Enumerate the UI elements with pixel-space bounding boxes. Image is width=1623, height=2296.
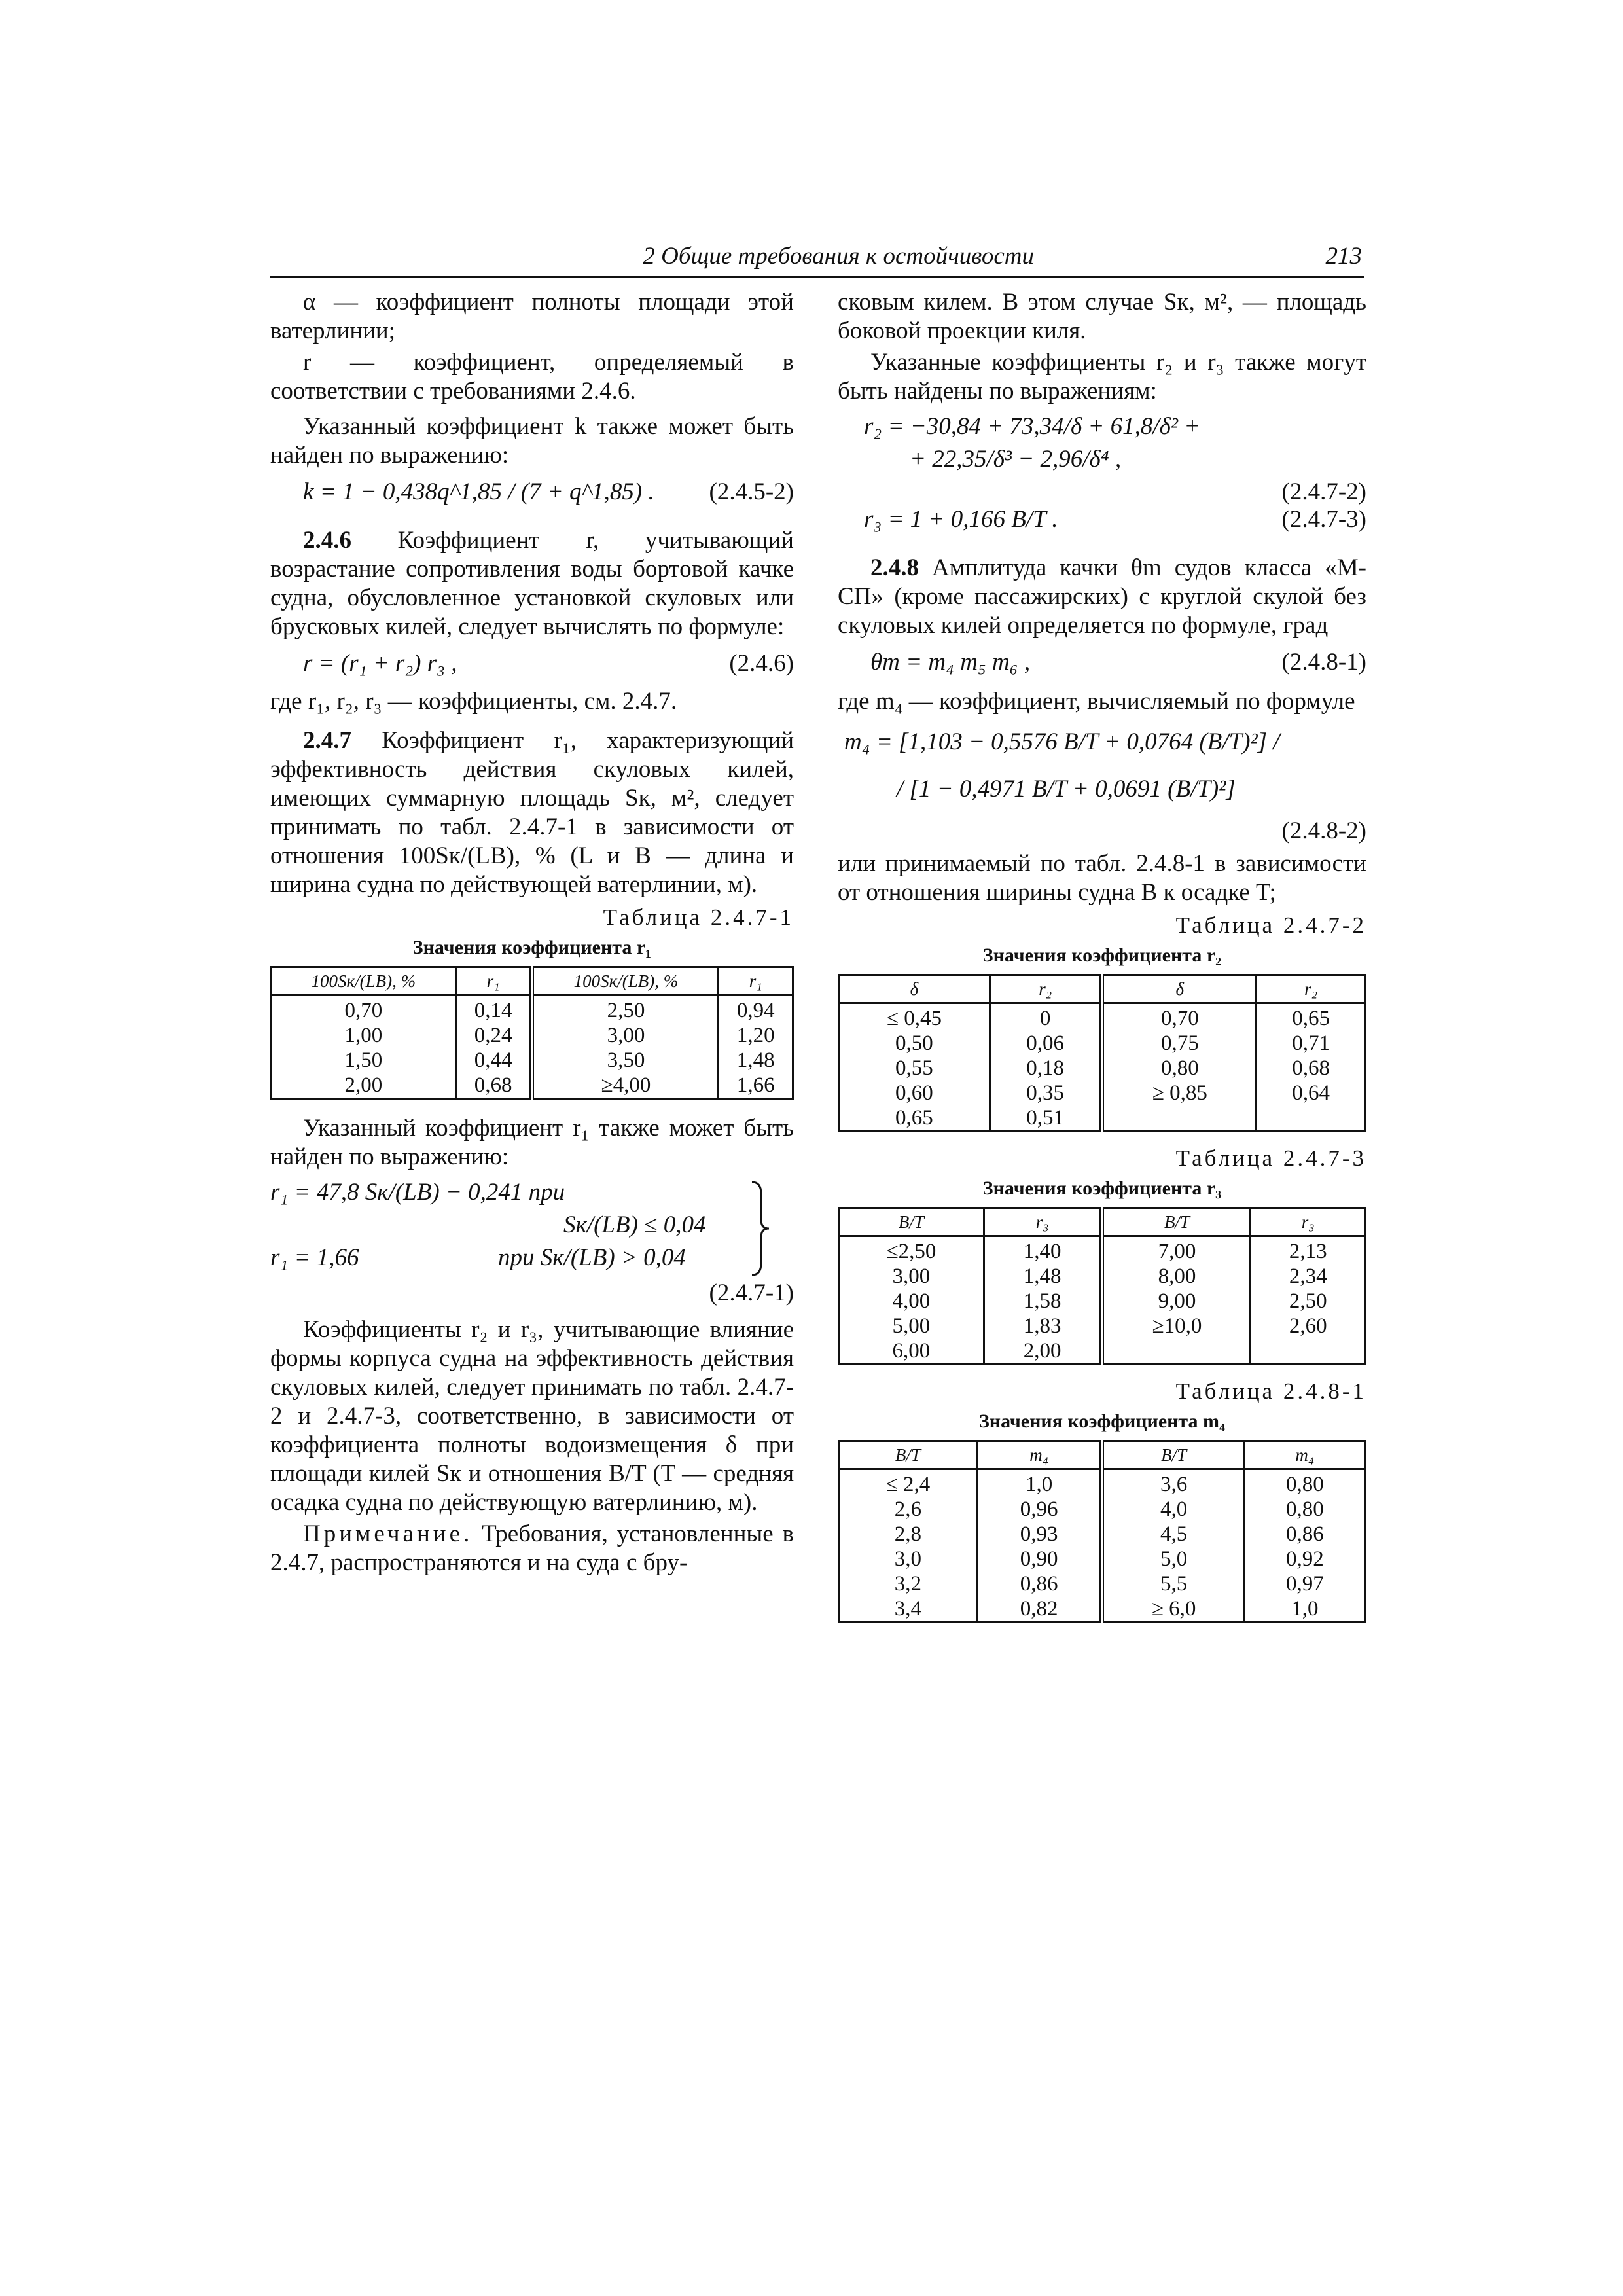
table-cell: 0,86 <box>1244 1522 1365 1547</box>
formula-line: m₄ = [1,103 − 0,5576 B/T + 0,0764 (B/T)²] / <box>844 728 1280 755</box>
table-cell: 1,66 <box>719 1073 793 1099</box>
paragraph-m4-intro: где m₄ — коэффициент, вычисляемый по формуле <box>838 688 1355 715</box>
table-cell: 9,00 <box>1102 1289 1251 1314</box>
table-cell: 0,86 <box>977 1571 1102 1596</box>
formula-number: (2.4.8-2) <box>1281 817 1366 844</box>
table-row <box>839 1547 1366 1571</box>
table-row <box>839 1031 1366 1056</box>
table-row <box>272 1023 793 1048</box>
section-2-4-8 <box>838 554 1366 640</box>
table-cell: 0,14 <box>455 996 532 1024</box>
table-cell: 5,5 <box>1102 1571 1244 1596</box>
section-number: 2.4.6 <box>303 527 351 554</box>
paragraph-keel-continuation: сковым килем. В этом случае Sк, м², — площадь боковой проекции киля. <box>838 289 1366 344</box>
table-caption: Таблица 2.4.7-1 <box>603 905 794 930</box>
table-cell: 4,0 <box>1102 1497 1244 1522</box>
table-cell: 1,48 <box>984 1264 1102 1289</box>
table-cell: 0,24 <box>455 1023 532 1048</box>
right-brace-icon <box>748 1179 774 1278</box>
column-header: r₃ <box>984 1208 1102 1236</box>
table-cell <box>1102 1105 1257 1132</box>
table-cell: 0 <box>990 1003 1102 1031</box>
paragraph-alpha: α — коэффициент полноты площади этой ватерлинии; <box>270 289 794 344</box>
column-header: B/T <box>839 1441 978 1469</box>
table-cell: 0,18 <box>990 1056 1102 1081</box>
table-cell: 0,64 <box>1257 1081 1366 1105</box>
formula-2-4-7-1 <box>270 1174 794 1316</box>
table-title: Значения коэффициента r₂ <box>982 944 1222 966</box>
paragraph-coefficients-ref: где r₁, r₂, r₃ — коэффициенты, см. 2.4.7. <box>270 688 677 715</box>
formula-expression: r₃ = 1 + 0,166 B/T . <box>864 506 1058 533</box>
right-column <box>838 288 1366 1623</box>
table-cell: ≤2,50 <box>839 1236 984 1265</box>
section-2-4-7 <box>270 726 794 899</box>
table-cell: 0,96 <box>977 1497 1102 1522</box>
paragraph-r1-intro: Указанный коэффициент r₁ также может быть найден по выражению: <box>270 1115 794 1170</box>
table-cell <box>1102 1338 1251 1365</box>
header-title: 2 Общие требования к остойчивости <box>643 243 1034 270</box>
table-cell: 0,80 <box>1244 1469 1365 1498</box>
formula-line: r₁ = 1,66 <box>270 1244 359 1271</box>
formula-2-4-5-2 <box>270 474 794 512</box>
table-2-4-7-2 <box>838 974 1366 1132</box>
table-cell: 6,00 <box>839 1338 984 1365</box>
table-cell: 0,44 <box>455 1048 532 1073</box>
running-header <box>270 238 1364 278</box>
table-cell: 1,20 <box>719 1023 793 1048</box>
formula-line: Sк/(LB) ≤ 0,04 <box>563 1211 706 1238</box>
table-cell: 2,34 <box>1251 1264 1366 1289</box>
table-row <box>839 1469 1366 1498</box>
paragraph-r: r — коэффициент, определяемый в соответствии с требованиями 2.4.6. <box>270 349 794 404</box>
table-cell: 5,0 <box>1102 1547 1244 1571</box>
table-row <box>839 1056 1366 1081</box>
table-cell: 0,06 <box>990 1031 1102 1056</box>
column-header: r₂ <box>990 975 1102 1003</box>
section-text: Коэффициент r₁, характеризующий эффективность действия скуловых килей, имеющих суммарную площадь Sк, м², следует принимать по табл. 2.4.7-1 в зависимости от отношения 100Sк/(LB), % (L и B — длина и ширина судна по действующей ватерлинии, м). <box>270 727 794 898</box>
note-paragraph <box>270 1520 794 1577</box>
table-cell: 3,4 <box>839 1596 978 1623</box>
column-header: r₁ <box>455 967 532 996</box>
formula-line: r₁ = 47,8 Sк/(LB) − 0,241 при <box>270 1179 565 1206</box>
table-cell: 0,94 <box>719 996 793 1024</box>
note-label: Примечание. <box>303 1520 473 1547</box>
table-cell: 0,65 <box>839 1105 990 1132</box>
table-cell <box>1257 1105 1366 1132</box>
formula-line: r₂ = −30,84 + 73,34/δ + 61,8/δ² + <box>864 413 1201 440</box>
table-cell: 1,83 <box>984 1314 1102 1338</box>
column-header: 100Sк/(LB), % <box>272 967 456 996</box>
table-cell: 7,00 <box>1102 1236 1251 1265</box>
table-row <box>839 1105 1366 1132</box>
paragraph-m4-table-ref: или принимаемый по табл. 2.4.8-1 в зависимости от отношения ширины судна B к осадке T; <box>838 850 1366 906</box>
table-cell: 4,5 <box>1102 1522 1244 1547</box>
page-number: 213 <box>1325 243 1362 270</box>
formula-expression: k = 1 − 0,438q^1,85 / (7 + q^1,85) . <box>303 478 654 505</box>
table-cell: 4,00 <box>839 1289 984 1314</box>
formula-2-4-6 <box>270 645 794 683</box>
paragraph-k-intro: Указанный коэффициент k также может быть найден по выражению: <box>270 413 794 469</box>
table-cell: 3,0 <box>839 1547 978 1571</box>
table-cell: 0,92 <box>1244 1547 1365 1571</box>
table-row <box>272 996 793 1024</box>
table-cell: 0,35 <box>990 1081 1102 1105</box>
section-number: 2.4.7 <box>303 727 351 754</box>
table-cell: 0,70 <box>1102 1003 1257 1031</box>
table-2-4-7-1 <box>270 966 794 1100</box>
table-cell <box>1251 1338 1366 1365</box>
table-title: Значения коэффициента m₄ <box>978 1410 1226 1432</box>
formula-2-4-8-1 <box>838 644 1366 682</box>
formula-line: / [1 − 0,4971 B/T + 0,0691 (B/T)²] <box>897 776 1236 802</box>
table-row <box>272 1048 793 1073</box>
table-caption: Таблица 2.4.7-3 <box>1175 1145 1366 1171</box>
table-cell: 1,0 <box>1244 1596 1365 1623</box>
table-row <box>839 1314 1366 1338</box>
table-cell: ≥4,00 <box>532 1073 719 1099</box>
table-cell: 0,68 <box>1257 1056 1366 1081</box>
table-row <box>839 1497 1366 1522</box>
table-cell: 2,00 <box>272 1073 456 1099</box>
table-cell: 0,60 <box>839 1081 990 1105</box>
formula-2-4-7-2 <box>838 408 1366 507</box>
table-cell: 0,71 <box>1257 1031 1366 1056</box>
paragraph-r2-r3: Коэффициенты r₂ и r₃, учитывающие влияние формы корпуса судна на эффективность действия скуловых килей, следует принимать по табл. 2.4.7-2 и 2.4.7-3, соответственно, в зависимости от коэффициента полноты водоизмещения δ при площади килей Sк и отношения B/T (T — средняя осадка судна по действующую ватерлинию, м). <box>270 1316 794 1516</box>
table-cell: 0,50 <box>839 1031 990 1056</box>
column-header: r₂ <box>1257 975 1366 1003</box>
table-cell: ≥10,0 <box>1102 1314 1251 1338</box>
table-cell: 0,82 <box>977 1596 1102 1623</box>
table-cell: 2,6 <box>839 1497 978 1522</box>
table-row <box>272 1073 793 1099</box>
formula-line: + 22,35/δ³ − 2,96/δ⁴ , <box>910 446 1122 473</box>
table-cell: ≥ 6,0 <box>1102 1596 1244 1623</box>
table-row <box>839 1596 1366 1623</box>
table-cell: ≥ 0,85 <box>1102 1081 1257 1105</box>
table-cell: 0,70 <box>272 996 456 1024</box>
formula-number: (2.4.7-3) <box>1281 506 1366 533</box>
section-text: Амплитуда качки θm судов класса «М-СП» (кроме пассажирских) с круглой скулой без скуловых килей определяется по формуле, град <box>838 554 1366 639</box>
left-column <box>270 288 794 1584</box>
table-cell: 0,97 <box>1244 1571 1365 1596</box>
table-cell: 0,90 <box>977 1547 1102 1571</box>
table-row <box>839 1571 1366 1596</box>
table-cell: 3,6 <box>1102 1469 1244 1498</box>
formula-number: (2.4.7-1) <box>709 1280 794 1306</box>
table-cell: 3,2 <box>839 1571 978 1596</box>
column-header: δ <box>839 975 990 1003</box>
paragraph-r2-r3-intro: Указанные коэффициенты r₂ и r₃ также могут быть найдены по выражениям: <box>838 349 1366 404</box>
table-2-4-8-1 <box>838 1440 1366 1623</box>
table-cell: 1,0 <box>977 1469 1102 1498</box>
table-cell: 3,00 <box>839 1264 984 1289</box>
section-text: Коэффициент r, учитывающий возрастание сопротивления воды бортовой качке судна, обусловленное установкой скуловых или брусковых килей, следует вычислять по формуле: <box>270 527 794 640</box>
table-cell: 0,68 <box>455 1073 532 1099</box>
table-cell: 3,50 <box>532 1048 719 1073</box>
column-header: 100Sк/(LB), % <box>532 967 719 996</box>
column-header: r₃ <box>1251 1208 1366 1236</box>
table-row <box>839 1003 1366 1031</box>
table-caption: Таблица 2.4.8-1 <box>1175 1378 1366 1404</box>
table-title: Значения коэффициента r₁ <box>412 937 652 958</box>
table-caption: Таблица 2.4.7-2 <box>1175 912 1366 938</box>
table-cell: 1,40 <box>984 1236 1102 1265</box>
table-cell: 0,93 <box>977 1522 1102 1547</box>
table-cell: 2,50 <box>532 996 719 1024</box>
section-number: 2.4.8 <box>870 554 919 581</box>
table-cell: ≤ 0,45 <box>839 1003 990 1031</box>
table-row <box>839 1236 1366 1265</box>
table-cell: 1,00 <box>272 1023 456 1048</box>
table-cell: 1,50 <box>272 1048 456 1073</box>
table-cell: 2,8 <box>839 1522 978 1547</box>
formula-expression: r = (r₁ + r₂) r₃ , <box>303 650 457 677</box>
formula-2-4-7-3 <box>838 501 1366 539</box>
column-header: B/T <box>1102 1208 1251 1236</box>
formula-number: (2.4.7-2) <box>1281 478 1366 505</box>
table-cell: 0,51 <box>990 1105 1102 1132</box>
table-title: Значения коэффициента r₃ <box>982 1177 1222 1199</box>
table-cell: ≤ 2,4 <box>839 1469 978 1498</box>
table-cell: 2,13 <box>1251 1236 1366 1265</box>
formula-number: (2.4.6) <box>729 650 794 677</box>
table-row <box>839 1338 1366 1365</box>
table-cell: 0,80 <box>1244 1497 1365 1522</box>
note-text: Требования, установленные в 2.4.7, распространяются и на суда с бру- <box>270 1520 794 1576</box>
table-cell: 0,75 <box>1102 1031 1257 1056</box>
column-header: B/T <box>1102 1441 1244 1469</box>
table-cell: 1,48 <box>719 1048 793 1073</box>
table-2-4-7-3 <box>838 1207 1366 1365</box>
table-cell: 2,00 <box>984 1338 1102 1365</box>
section-2-4-6 <box>270 526 794 641</box>
formula-line: при Sк/(LB) > 0,04 <box>498 1244 686 1271</box>
table-cell: 0,65 <box>1257 1003 1366 1031</box>
table-row <box>839 1289 1366 1314</box>
formula-expression: θm = m₄ m₅ m₆ , <box>870 649 1031 675</box>
column-header: δ <box>1102 975 1257 1003</box>
table-row <box>839 1264 1366 1289</box>
table-cell: 2,60 <box>1251 1314 1366 1338</box>
table-cell: 3,00 <box>532 1023 719 1048</box>
table-cell: 0,80 <box>1102 1056 1257 1081</box>
table-cell: 1,58 <box>984 1289 1102 1314</box>
formula-2-4-8-2 <box>838 719 1366 850</box>
table-cell: 8,00 <box>1102 1264 1251 1289</box>
table-row <box>839 1522 1366 1547</box>
table-row <box>839 1081 1366 1105</box>
table-cell: 2,50 <box>1251 1289 1366 1314</box>
column-header: B/T <box>839 1208 984 1236</box>
column-header: r₁ <box>719 967 793 996</box>
formula-number: (2.4.5-2) <box>709 478 794 505</box>
formula-number: (2.4.8-1) <box>1281 649 1366 675</box>
column-header: m₄ <box>1244 1441 1365 1469</box>
table-cell: 0,55 <box>839 1056 990 1081</box>
column-header: m₄ <box>977 1441 1102 1469</box>
table-cell: 5,00 <box>839 1314 984 1338</box>
